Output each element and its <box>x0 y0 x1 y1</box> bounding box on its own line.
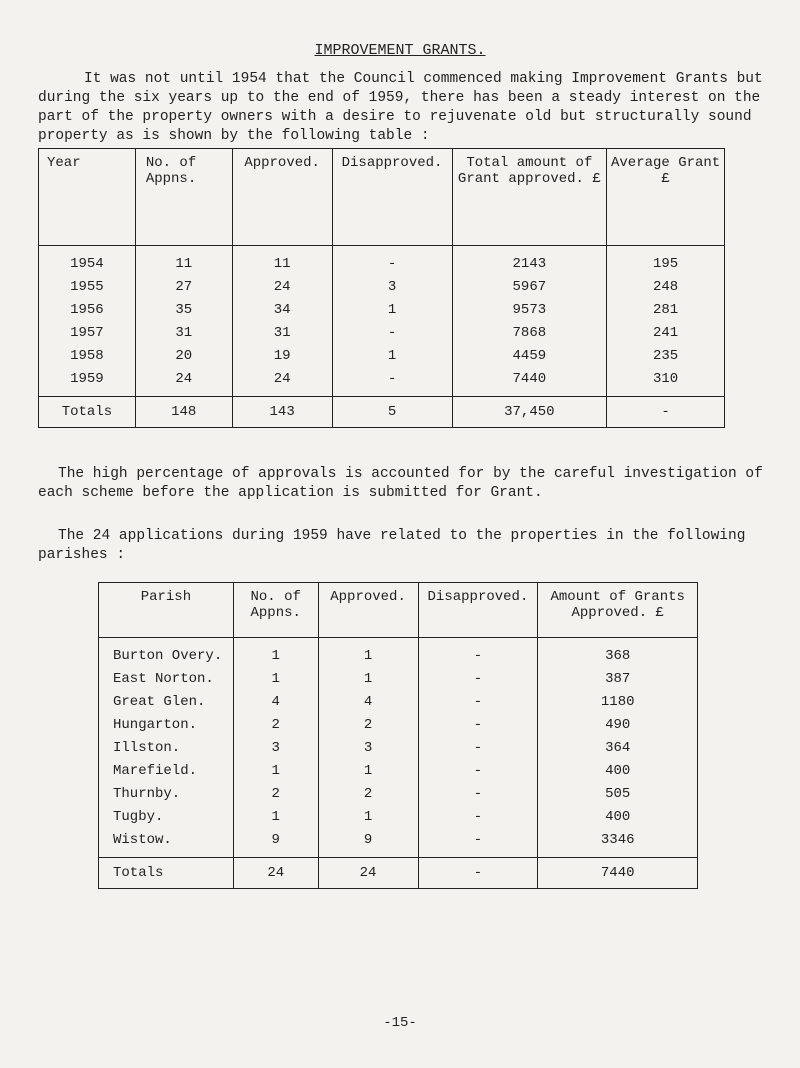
cell: 2 <box>233 713 318 736</box>
table-header-row <box>39 149 725 246</box>
cell: 20 <box>135 344 232 367</box>
table-row <box>39 246 725 276</box>
cell: 1180 <box>538 690 698 713</box>
cell: East Norton. <box>99 667 234 690</box>
cell: 1954 <box>39 246 136 276</box>
cell: 4 <box>318 690 418 713</box>
approvals-paragraph: The high percentage of approvals is accounted for by the careful investigation of each scheme before the application is submitted for Grant. <box>38 466 772 501</box>
table-row <box>39 321 725 344</box>
cell: - <box>418 759 538 782</box>
grants-by-year-table <box>38 148 725 428</box>
table-row <box>99 759 698 782</box>
cell: 24 <box>135 367 232 397</box>
cell: 1 <box>233 759 318 782</box>
cell: - <box>418 828 538 858</box>
cell: 400 <box>538 759 698 782</box>
cell: 1 <box>332 344 452 367</box>
cell: Burton Overy. <box>99 638 234 668</box>
cell: 31 <box>232 321 332 344</box>
header-applications: No. of Appns. <box>135 149 232 246</box>
cell: 7868 <box>452 321 607 344</box>
cell: 3 <box>318 736 418 759</box>
page-number: -15- <box>383 1015 417 1031</box>
table-header-row <box>99 583 698 638</box>
cell: Great Glen. <box>99 690 234 713</box>
cell: 35 <box>135 298 232 321</box>
cell: 3 <box>332 275 452 298</box>
cell: 281 <box>607 298 725 321</box>
cell: Marefield. <box>99 759 234 782</box>
table-row <box>99 828 698 858</box>
cell: 235 <box>607 344 725 367</box>
cell: 310 <box>607 367 725 397</box>
cell: 34 <box>232 298 332 321</box>
cell: - <box>418 667 538 690</box>
cell: 2143 <box>452 246 607 276</box>
cell: 148 <box>135 397 232 428</box>
table-row <box>99 667 698 690</box>
cell: 2 <box>233 782 318 805</box>
table-row <box>99 736 698 759</box>
table-row <box>99 638 698 668</box>
cell: Wistow. <box>99 828 234 858</box>
header-total-amount: Total amount of Grant approved. £ <box>452 149 607 246</box>
totals-row <box>99 858 698 889</box>
cell: 9 <box>233 828 318 858</box>
cell: - <box>418 638 538 668</box>
header-disapproved: Disapproved. <box>332 149 452 246</box>
page-title: IMPROVEMENT GRANTS. <box>314 42 486 59</box>
cell: 24 <box>232 367 332 397</box>
cell: 368 <box>538 638 698 668</box>
cell: 1 <box>318 638 418 668</box>
header-applications: No. of Appns. <box>233 583 318 638</box>
table-row <box>39 367 725 397</box>
cell: Thurnby. <box>99 782 234 805</box>
cell: - <box>418 690 538 713</box>
table-row <box>99 782 698 805</box>
cell: 400 <box>538 805 698 828</box>
cell: 2 <box>318 713 418 736</box>
cell: 1 <box>318 805 418 828</box>
cell: 19 <box>232 344 332 367</box>
cell: 1 <box>233 638 318 668</box>
cell: - <box>418 782 538 805</box>
cell: - <box>332 367 452 397</box>
cell: Totals <box>99 858 234 889</box>
cell: 1 <box>332 298 452 321</box>
cell: - <box>418 805 538 828</box>
header-approved: Approved. <box>318 583 418 638</box>
cell: 248 <box>607 275 725 298</box>
header-approved: Approved. <box>232 149 332 246</box>
cell: 195 <box>607 246 725 276</box>
table-row <box>39 275 725 298</box>
cell: 3346 <box>538 828 698 858</box>
cell: Illston. <box>99 736 234 759</box>
cell: - <box>607 397 725 428</box>
cell: 27 <box>135 275 232 298</box>
table-row <box>99 713 698 736</box>
cell: Tugby. <box>99 805 234 828</box>
cell: - <box>332 321 452 344</box>
grants-by-parish-table <box>98 582 698 889</box>
cell: 3 <box>233 736 318 759</box>
cell: 7440 <box>538 858 698 889</box>
parishes-paragraph: The 24 applications during 1959 have related to the properties in the following parishes : <box>38 528 755 563</box>
cell: 241 <box>607 321 725 344</box>
cell: 490 <box>538 713 698 736</box>
header-year: Year <box>39 149 136 246</box>
cell: 364 <box>538 736 698 759</box>
cell: 31 <box>135 321 232 344</box>
cell: 1956 <box>39 298 136 321</box>
cell: 1 <box>233 667 318 690</box>
cell: 11 <box>135 246 232 276</box>
cell: 7440 <box>452 367 607 397</box>
cell: 5 <box>332 397 452 428</box>
header-average-grant: Average Grant £ <box>607 149 725 246</box>
cell: 24 <box>232 275 332 298</box>
totals-row <box>39 397 725 428</box>
cell: 4459 <box>452 344 607 367</box>
table-row <box>99 690 698 713</box>
cell: - <box>332 246 452 276</box>
cell: 4 <box>233 690 318 713</box>
cell: 1 <box>318 759 418 782</box>
cell: 9573 <box>452 298 607 321</box>
header-parish: Parish <box>99 583 234 638</box>
table-row <box>39 298 725 321</box>
cell: 505 <box>538 782 698 805</box>
table-row <box>99 805 698 828</box>
cell: 9 <box>318 828 418 858</box>
cell: 1959 <box>39 367 136 397</box>
cell: 37,450 <box>452 397 607 428</box>
cell: - <box>418 858 538 889</box>
cell: 24 <box>318 858 418 889</box>
intro-paragraph: It was not until 1954 that the Council commenced making Improvement Grants but during the six years up to the end of 1959, there has been a steady interest on the part of the property owners with a desire to rejuvenate old but structurally sound property as is shown by the following table : <box>38 71 772 144</box>
cell: 24 <box>233 858 318 889</box>
cell: 1958 <box>39 344 136 367</box>
cell: 5967 <box>452 275 607 298</box>
cell: 1957 <box>39 321 136 344</box>
cell: - <box>418 736 538 759</box>
cell: 11 <box>232 246 332 276</box>
cell: Hungarton. <box>99 713 234 736</box>
table-row <box>39 344 725 367</box>
cell: - <box>418 713 538 736</box>
cell: 1 <box>318 667 418 690</box>
cell: 2 <box>318 782 418 805</box>
cell: 1955 <box>39 275 136 298</box>
cell: 387 <box>538 667 698 690</box>
cell: 143 <box>232 397 332 428</box>
cell: 1 <box>233 805 318 828</box>
cell: Totals <box>39 397 136 428</box>
header-amount-approved: Amount of Grants Approved. £ <box>538 583 698 638</box>
header-disapproved: Disapproved. <box>418 583 538 638</box>
